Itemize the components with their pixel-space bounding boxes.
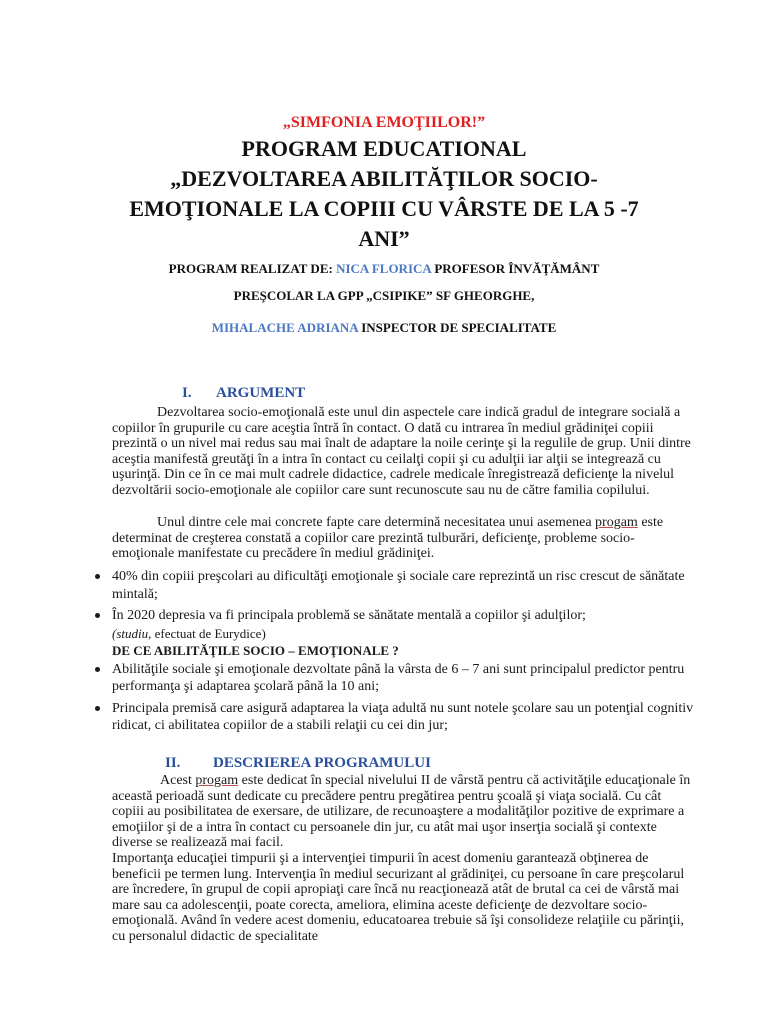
- section-2-paragraph-2: Importanţa educaţiei timpurii şi a intervenţiei timpurii în acest domeniu garantează obţinerea de beneficii pe termen lung. Intervenţia în mediul securizant al grădiniţei, cu persoane în care preşcolarul are încredere, în grupul de copii apropiaţi care încă nu reacţionează atât de brutal ca cei de vârstă mai mare sau ca adolescenţii, poate corecta, ameliora, elimina aceste deficienţe de dezvoltare socio-emoţională. Având în vedere acest domeniu, educatoarea trebuie să îşi consolideze relaţiile cu părinţii, cu personalul didactic de specialitate: [112, 851, 685, 944]
- bullet-dot-icon: [95, 613, 100, 618]
- author-1-name: NICA FLORICA: [336, 261, 432, 276]
- bullet-text: Abilităţile sociale şi emoţionale dezvoltate până la vârsta de 6 – 7 ani sunt principalul predictor pentru performanţa şi adaptarea şcolară până la 10 ani;: [112, 661, 685, 694]
- title-line-3: EMOŢIONALE LA COPIII CU VÂRSTE DE LA 5 -7: [129, 196, 639, 221]
- title-line-2: „DEZVOLTAREA ABILITĂŢILOR SOCIO-: [170, 166, 598, 191]
- p2-text-end: este determinat de creşterea constată a copiilor care prezintă tulburări, deficienţe, probleme socio-emoţionale manifestate cu precădere în mediul grădiniţei.: [112, 515, 664, 562]
- study-rest: , efectuat de Eurydice): [148, 625, 266, 641]
- section-1-paragraph-1: Dezvoltarea socio-emoţională este unul din aspectele care indică gradul de integrare socială a copiilor în grupurile cu care aceştia întră în contact. O dată cu intrarea în mediul grădiniţei copiii prezintă o un nivel mai redus sau mai înalt de adaptare la noile cerinţe şi la regulile de grup. Unii dintre aceştia manifestă greutăţi în a intra în contact cu ceilalţi copii şi cu adulţii iar alţii se integrează cu uşurinţă. Din ce în ce mai mult cadrele didactice, cadrele medicale înregistrează deficienţe la nivelul dezvoltării socio-emoţionale ale copiilor care sunt recunoscute sau nu de către familia copilului.: [112, 405, 691, 498]
- s2-p1-underlined-word: progam: [195, 773, 239, 788]
- bullet-item: [95, 661, 705, 696]
- bullet-item: [95, 607, 705, 625]
- study-italic: (studiu: [112, 625, 149, 641]
- section-1-paragraph-2: [112, 515, 696, 562]
- bullet-dot-icon: [95, 574, 100, 579]
- question-line: DE CE ABILITĂŢILE SOCIO – EMOŢIONALE ?: [112, 643, 399, 658]
- bullet-text: Principala premisă care asigură adaptarea la viaţa adultă nu sunt notele şcolare sau un potenţial cognitiv ridicat, ci abilitatea copiilor de a stabili relaţii cu cei din jur;: [112, 700, 694, 733]
- authors-line-2: PREŞCOLAR LA GPP „CSIPIKE” SF GHEORGHE,: [233, 288, 535, 303]
- s2-p1-text-end: este dedicat în special nivelului II de vârstă pentru că activităţile educaţionale în această perioadă sunt dedicate cu precădere pentru pregătirea pentru şcoală şi viaţa socială. Cu cât copiii au posibilitatea de exersare, de utilizare, de recunoaştere a modalităţilor pozitive de exprimare a emoţiilor şi de a intra în contact cu persoanele din jur, cu atât mai uşor inserţia socială şi contexte diverse se realizează mai facil.: [112, 773, 691, 851]
- section-1-number: I.: [182, 385, 192, 401]
- author-2-name: MIHALACHE ADRIANA: [211, 320, 358, 335]
- program-title: [120, 134, 648, 254]
- bullet-item: [95, 568, 705, 603]
- study-note: [95, 625, 705, 643]
- section-1-title: ARGUMENT: [216, 385, 306, 401]
- bullet-text: În 2020 depresia va fi principala problemă se sănătate mentală a copiilor şi adulţilor;: [112, 608, 586, 623]
- section-2-title: DESCRIEREA PROGRAMULUI: [213, 755, 431, 771]
- s2-p1-text-start: Acest: [160, 773, 196, 788]
- authors-line-3: [100, 320, 668, 336]
- author-2-role: INSPECTOR DE SPECIALITATE: [357, 320, 557, 335]
- section-2-number: II.: [165, 755, 181, 771]
- section-1-heading: [182, 385, 305, 402]
- section-1-bullets-a: [95, 568, 705, 735]
- author-1-role: PROFESOR ÎNVĂŢĂMÂNT: [431, 261, 600, 276]
- section-2-paragraph-1: [112, 773, 696, 851]
- title-line-1: PROGRAM EDUCATIONAL: [241, 136, 527, 161]
- bullet-text: 40% din copiii preşcolari au dificultăţi emoţionale şi sociale care reprezintă un risc crescut de sănătate mintală;: [112, 569, 685, 602]
- bullet-item: [95, 700, 705, 735]
- section-2-heading: [165, 755, 431, 772]
- p2-text-start: Unul dintre cele mai concrete fapte care determină necesitatea unui asemenea: [157, 515, 596, 530]
- program-subtitle: „SIMFONIA EMOŢIILOR!”: [282, 114, 486, 131]
- bullet-dot-icon: [95, 667, 100, 672]
- p2-underlined-word: progam: [595, 515, 638, 530]
- authors-line-1: [100, 261, 668, 277]
- bullet-dot-icon: [95, 706, 100, 711]
- title-line-4: ANI”: [358, 226, 410, 251]
- authors-prefix: PROGRAM REALIZAT DE:: [168, 261, 337, 276]
